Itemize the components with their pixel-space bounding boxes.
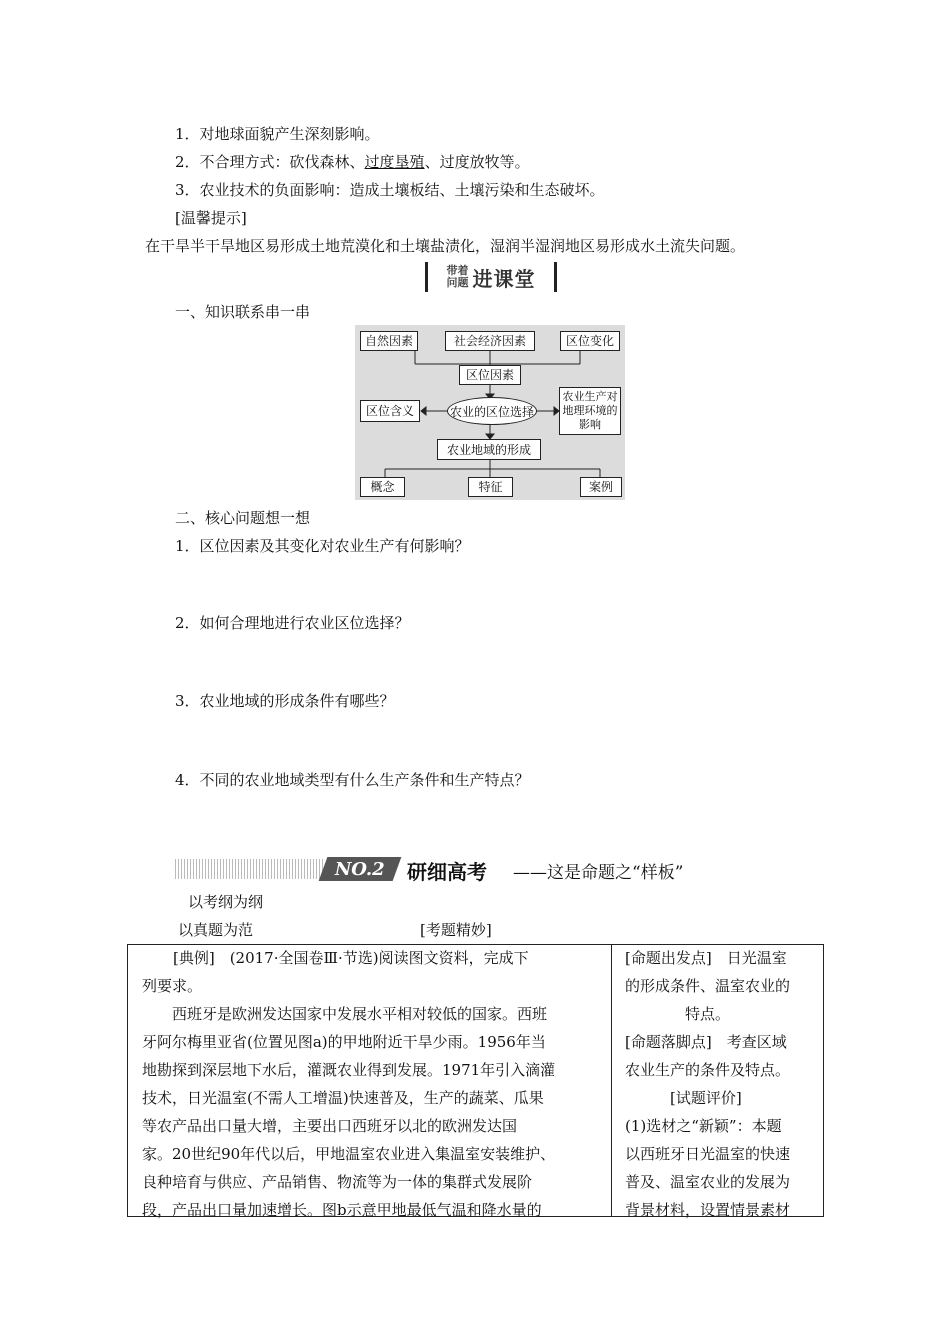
question-4: 4．不同的农业地域类型有什么生产条件和生产特点？ xyxy=(175,771,530,789)
location-meaning-box: 区位含义 xyxy=(360,400,420,422)
exam-table xyxy=(127,944,824,1217)
banner-small-bottom: 问题 xyxy=(446,276,469,289)
right-cell-line: 普及、温室农业的发展为 xyxy=(625,1173,791,1191)
right-cell-line: [命题落脚点] 考查区域 xyxy=(625,1033,787,1051)
guide-line-1: 以考纲为纲 xyxy=(188,893,264,911)
banner-stripe xyxy=(175,859,325,879)
left-cell-line: 段，产品出口量加速增长。图b示意甲地最低气温和降水量的 xyxy=(142,1201,542,1219)
left-cell-line: [典例] (2017·全国卷Ⅲ·节选)阅读图文资料，完成下 xyxy=(173,949,529,967)
exam-banner-title: 研细高考 xyxy=(407,860,487,884)
intro-item-2 xyxy=(175,152,530,172)
exam-banner-subtitle: ——这是命题之“样板” xyxy=(513,863,684,883)
left-cell-line: 西班牙是欧洲发达国家中发展水平相对较低的国家。西班 xyxy=(142,1005,548,1023)
right-cell-line: 以西班牙日光温室的快速 xyxy=(625,1145,791,1163)
tip-label: [温馨提示] xyxy=(175,209,247,227)
banner-small-top: 带着 xyxy=(446,264,469,277)
left-cell-line: 良种培育与供应、产品销售、物流等为一体的集群式发展阶 xyxy=(142,1173,533,1191)
guide-line-2: 以真题为范 xyxy=(178,921,254,939)
socioeconomic-factors-box: 社会经济因素 xyxy=(445,331,535,351)
banner-big-text: 进课堂 xyxy=(472,266,536,291)
location-change-box: 区位变化 xyxy=(560,331,620,351)
environment-impact-box: 农业生产对地理环境的影响 xyxy=(559,387,621,435)
section1-title: 一、知识联系串一串 xyxy=(175,303,311,321)
region-formation-box: 农业地域的形成 xyxy=(437,439,541,460)
left-cell-line: 地勘探到深层地下水后，灌溉农业得到发展。1971年引入滴灌 xyxy=(142,1061,556,1079)
center-ellipse: 农业的区位选择 xyxy=(447,397,537,425)
case-box: 案例 xyxy=(580,477,622,497)
left-cell-line: 列要求。 xyxy=(142,977,203,995)
section-banner xyxy=(425,262,557,292)
question-3: 3．农业地域的形成条件有哪些？ xyxy=(175,692,395,710)
location-factors-box: 区位因素 xyxy=(459,365,521,385)
guide-tag: [考题精妙] xyxy=(420,921,492,939)
right-cell-line: 农业生产的条件及特点。 xyxy=(625,1061,791,1079)
intro-item-2-rest: 、过度放牧等。 xyxy=(424,153,530,171)
right-cell-line: (1)选材之“新颖”：本题 xyxy=(625,1117,782,1135)
left-cell-line: 牙阿尔梅里亚省(位置见图a)的甲地附近干旱少雨。1956年当 xyxy=(142,1033,546,1051)
question-1: 1．区位因素及其变化对农业生产有何影响？ xyxy=(175,537,470,555)
feature-box: 特征 xyxy=(468,477,513,497)
table-divider xyxy=(611,945,612,1216)
intro-item-1: 1．对地球面貌产生深刻影响。 xyxy=(175,125,380,143)
intro-item-2-text: 2．不合理方式：砍伐森林、 xyxy=(175,153,365,171)
banner-small-text xyxy=(447,265,469,289)
left-cell-line: 家。20世纪90年代以后，甲地温室农业进入集温室安装维护、 xyxy=(142,1145,556,1163)
right-cell-line: 的形成条件、温室农业的 xyxy=(625,977,791,995)
section2-title: 二、核心问题想一想 xyxy=(175,509,311,527)
knowledge-diagram xyxy=(355,325,625,500)
right-cell-line: [试题评价] xyxy=(625,1089,742,1107)
concept-box: 概念 xyxy=(360,477,405,497)
exam-banner xyxy=(175,853,775,887)
right-cell-line: 特点。 xyxy=(625,1005,731,1023)
question-2: 2．如何合理地进行农业区位选择？ xyxy=(175,614,410,632)
tip-text: 在干旱半干旱地区易形成土地荒漠化和土壤盐渍化，湿润半湿润地区易形成水土流失问题。 xyxy=(145,237,746,255)
left-cell-line: 技术，日光温室(不需人工增温)快速普及，生产的蔬菜、瓜果 xyxy=(142,1089,544,1107)
right-cell-line: 背景材料，设置情景素材 xyxy=(625,1201,791,1219)
left-cell-line: 等农产品出口量大增，主要出口西班牙以北的欧洲发达国 xyxy=(142,1117,518,1135)
no2-badge: NO.2 xyxy=(319,857,402,881)
intro-item-2-underlined: 过度垦殖 xyxy=(364,153,425,171)
natural-factors-box: 自然因素 xyxy=(360,331,418,351)
right-cell-line: [命题出发点] 日光温室 xyxy=(625,949,787,967)
intro-item-3: 3．农业技术的负面影响：造成土壤板结、土壤污染和生态破坏。 xyxy=(175,181,605,199)
